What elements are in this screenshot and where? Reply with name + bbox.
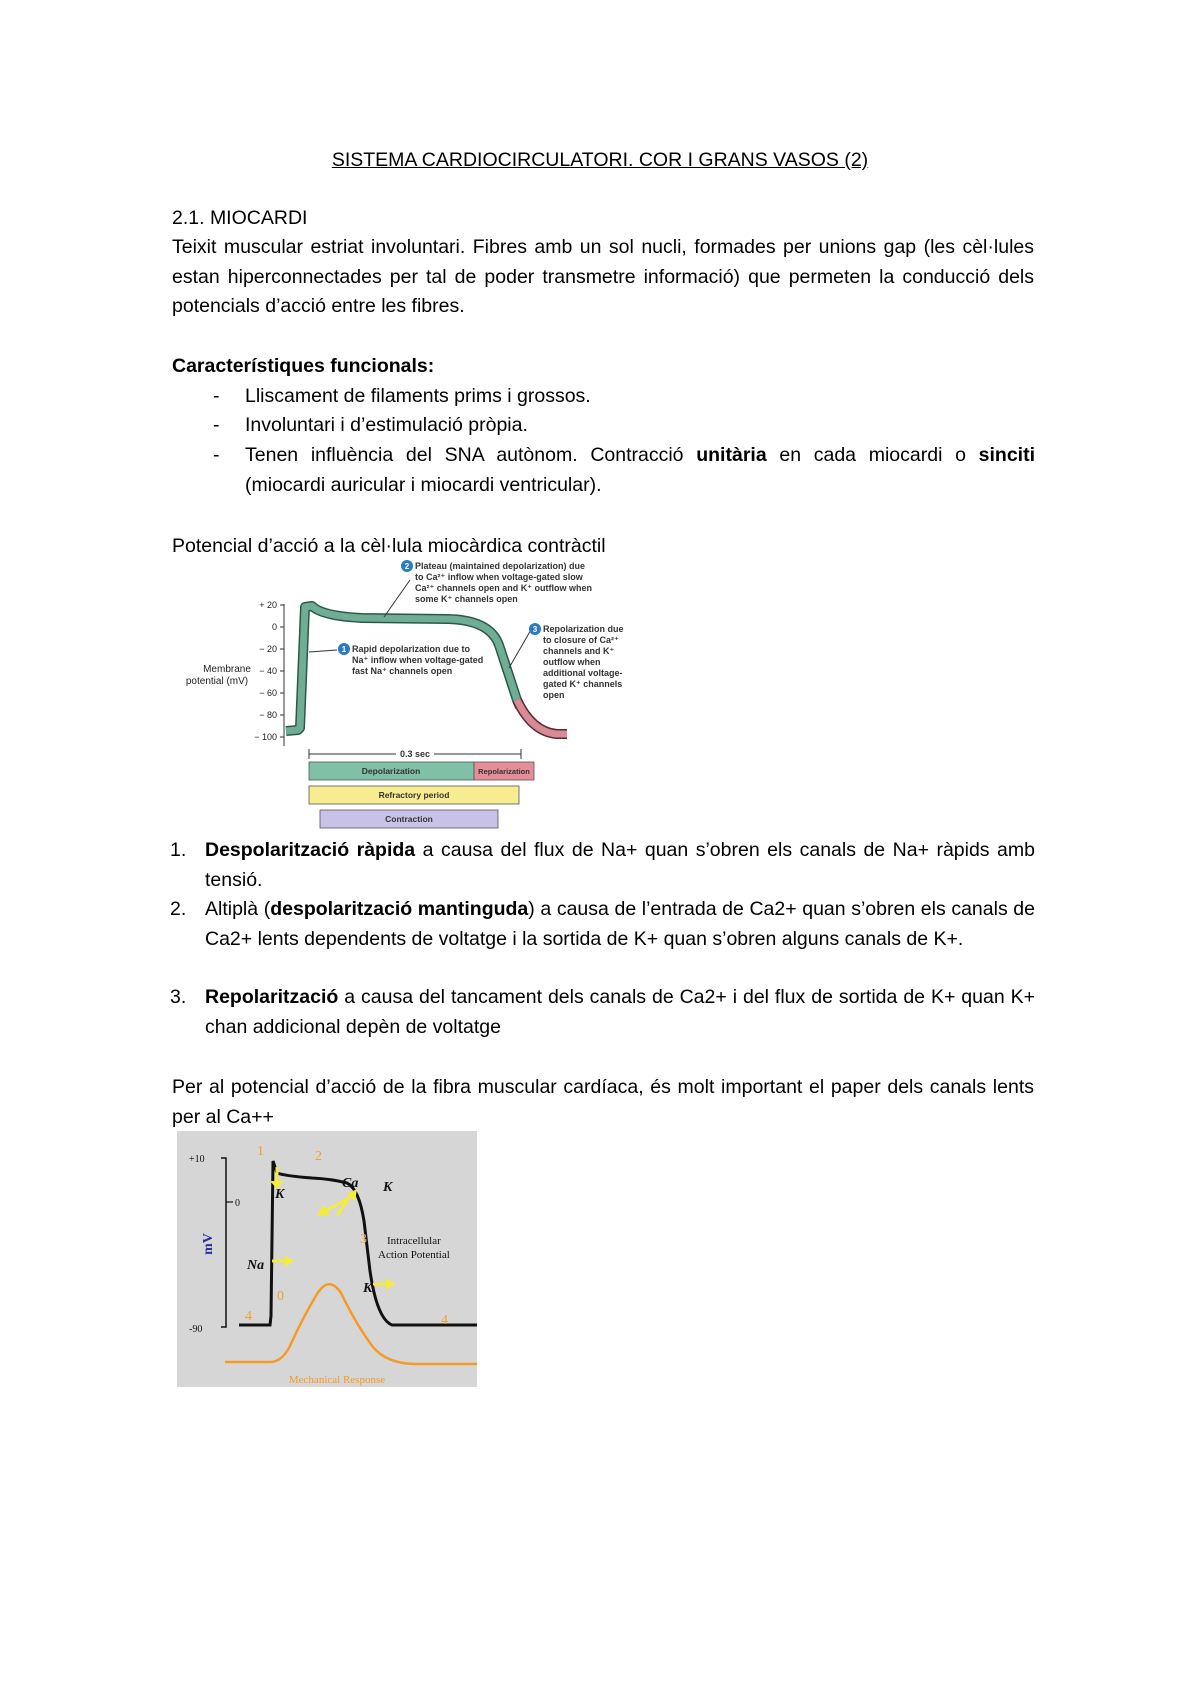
callout3-text: Repolarization due — [543, 624, 624, 634]
phase-number-label: 4 — [245, 1309, 252, 1324]
phase-item-1 — [170, 836, 1035, 895]
bar-depolarization: Depolarization — [361, 766, 421, 776]
y-axis-label: mV — [201, 1233, 216, 1255]
ion-label-k: K — [383, 1180, 393, 1195]
feature-item-3-bold: unitària — [696, 444, 767, 466]
ion-label-na: Na — [247, 1258, 265, 1273]
callout-number: 3 — [532, 625, 538, 634]
tick-label: − 20 — [259, 644, 277, 654]
callout3-text: gated K⁺ channels — [543, 679, 623, 689]
intracellular-label: Intracellular — [387, 1235, 441, 1247]
phase-text: a causa del flux de Na+ quan s’obren els canals de Na+ ràpids amb tensió. — [205, 839, 1035, 891]
phase-number-label: 1 — [257, 1144, 264, 1159]
mechanical-label: Mechanical Response — [288, 1374, 386, 1386]
phase-term: Repolarització — [205, 986, 339, 1008]
closing-paragraph: Per al potencial d’acció de la fibra muscular cardíaca, és molt important el paper dels canals lents per al Ca++ — [172, 1076, 1034, 1128]
bullet-marker: - — [213, 444, 220, 466]
intro-paragraph: Teixit muscular estriat involuntari. Fibres amb un sol nucli, formades per unions gap (les cèl·lules estan hiperconnectades per tal de poder transmetre informació) que permeten la conducció dels potencials d’acció entre les fibres. — [172, 236, 1034, 317]
callout3-text: outflow when — [543, 657, 601, 667]
callout-number: 2 — [404, 562, 410, 571]
intracellular-label: Action Potential — [378, 1249, 450, 1261]
callout3-text: to closure of Ca²⁺ — [543, 635, 619, 645]
cardiac-ion-diagram — [177, 1131, 477, 1387]
phase-text: a causa del tancament dels canals de Ca2+ i del flux de sortida de K+ quan K+ chan addicional depèn de voltatge — [205, 986, 1035, 1038]
tick-label: +10 — [189, 1154, 205, 1165]
phase-number: 3. — [170, 986, 187, 1008]
figure1-caption: Potencial d’acció a la cèl·lula miocàrdica contràctil — [172, 535, 606, 557]
action-potential-diagram — [172, 560, 652, 832]
y-axis-label: Membrane — [203, 664, 251, 675]
feature-item-3-text: en cada miocardi o — [766, 444, 979, 466]
phase-text: ) a causa de l’entrada de Ca2+ quan s’obren els canals de Ca2+ lents dependents de voltatge i la sortida de K+ quan s’obren alguns canals de K+. — [205, 898, 1035, 950]
duration-label: 0.3 sec — [399, 749, 431, 759]
y-axis-label: potential (mV) — [185, 676, 249, 687]
bullet-marker: - — [213, 385, 220, 407]
callout3-text: open — [543, 690, 565, 700]
callout2-text: Ca²⁺ channels open and K⁺ outflow when — [415, 583, 593, 593]
tick-label: − 80 — [259, 710, 277, 720]
callout3-text: channels and K⁺ — [543, 646, 615, 656]
phase-prefix: Altiplà ( — [205, 898, 271, 920]
features-heading: Característiques funcionals: — [172, 355, 435, 377]
tick-label: -90 — [189, 1324, 203, 1335]
bar-refractory: Refractory period — [378, 790, 450, 800]
document-title: SISTEMA CARDIOCIRCULATORI. COR I GRANS VASOS (2) — [331, 149, 869, 171]
callout2-text: Plateau (maintained depolarization) due — [415, 561, 586, 571]
phase-term: despolarització mantinguda — [270, 898, 529, 920]
bullet-marker: - — [213, 414, 220, 436]
tick-label: − 40 — [259, 666, 277, 676]
bar-contraction: Contraction — [385, 814, 433, 824]
callout1-text: Rapid depolarization due to — [352, 644, 471, 654]
feature-item-3-bold: sinciti — [978, 444, 1035, 466]
phase-item-3 — [170, 983, 1035, 1042]
tick-label: 0 — [271, 622, 277, 632]
feature-item-3-text: Tenen influència del SNA autònom. Contracció — [245, 444, 697, 466]
phase-number-label: 2 — [315, 1149, 322, 1164]
feature-item-3-text: (miocardi auricular i miocardi ventricular). — [245, 473, 602, 496]
feature-item-3 — [245, 441, 1035, 500]
phase-number-label: 3 — [360, 1232, 367, 1247]
callout1-text: fast Na⁺ channels open — [352, 666, 453, 676]
feature-item-1: Lliscament de filaments prims i grossos. — [245, 385, 591, 407]
phase-number-label: 4 — [441, 1313, 448, 1328]
tick-label: − 100 — [254, 732, 277, 742]
ion-label-ca: Ca — [342, 1176, 359, 1191]
tick-label: + 20 — [259, 600, 277, 610]
phase-number: 2. — [170, 898, 187, 920]
callout-number: 1 — [341, 645, 347, 654]
callout3-text: additional voltage- — [543, 668, 623, 678]
section-heading: 2.1. MIOCARDI — [172, 207, 308, 229]
bar-repolarization: Repolarization — [478, 767, 530, 776]
tick-label: − 60 — [259, 688, 277, 698]
callout2-text: to Ca²⁺ inflow when voltage-gated slow — [415, 572, 583, 582]
phase-term: Despolarització ràpida — [205, 839, 416, 861]
ion-label-k: K — [363, 1281, 373, 1296]
phase-item-2 — [170, 895, 1035, 954]
phase-number: 1. — [170, 839, 187, 861]
phase-number-label: 0 — [277, 1289, 284, 1304]
ion-label-k: K — [275, 1187, 285, 1202]
callout1-text: Na⁺ inflow when voltage-gated — [352, 655, 484, 665]
tick-label: 0 — [235, 1198, 240, 1209]
feature-item-2: Involuntari i d’estimulació pròpia. — [245, 414, 528, 436]
callout2-text: some K⁺ channels open — [415, 594, 518, 604]
